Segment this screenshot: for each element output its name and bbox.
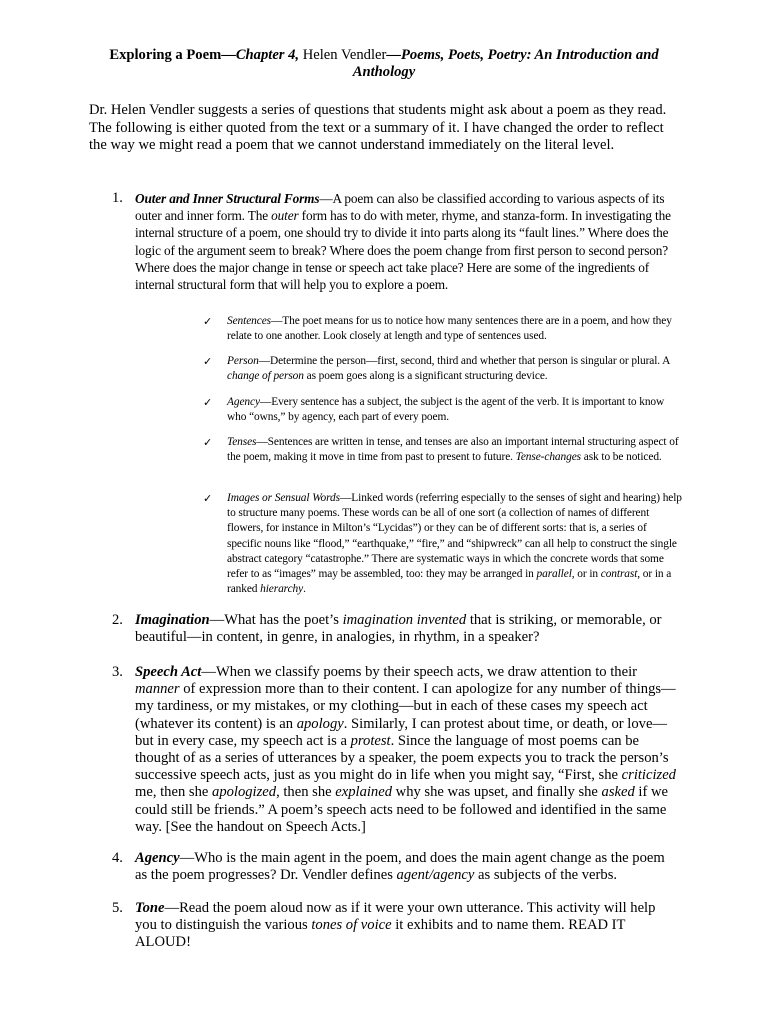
item-heading: Imagination [135, 612, 210, 628]
title-book: —Poems, Poets, Poetry: An Introduction and [386, 47, 659, 63]
item-number: 5. [112, 900, 123, 916]
checkmark-icon: ✓ [203, 315, 213, 328]
item-heading: Outer and Inner Structural Forms [135, 191, 320, 206]
item-number: 1. [112, 190, 123, 206]
intro-paragraph: Dr. Helen Vendler suggests a series of questions that students might ask about a poem as they read. The following is either quoted from the text or a summary of it. I have changed the order to reflect the way we might read a poem that we cannot understand immediately on the literal level. [89, 102, 667, 153]
title-book-line2: Anthology [352, 64, 416, 80]
item-text: Agency—Who is the main agent in the poem, and does the main agent change as the poem as the poem progresses? Dr. Vendler defines agent/agency as subjects of the verbs. [135, 850, 665, 884]
item-text: Imagination—What has the poet’s imagination invented that is striking, or memorable, or beautiful—in content, in genre, in analogies, in rhythm, in a speaker? [135, 612, 662, 646]
item-heading: Speech Act [135, 664, 202, 680]
title-part-1: Exploring a Poem— [109, 47, 236, 63]
checkmark-icon: ✓ [203, 355, 213, 368]
checkmark-icon: ✓ [203, 492, 213, 505]
checkmark-icon: ✓ [203, 436, 213, 449]
item-number: 3. [112, 664, 123, 680]
title-author: Helen Vendler [299, 47, 387, 63]
item-heading: Tone [135, 900, 165, 916]
checkmark-icon: ✓ [203, 396, 213, 409]
item-text: Tone—Read the poem aloud now as if it were your own utterance. This activity will help you to distinguish the various tones of voice it exhibits and to name them. READ IT ALOUD! [135, 900, 656, 951]
item-number: 4. [112, 850, 123, 866]
page-title [80, 47, 688, 81]
item-text: Speech Act—When we classify poems by their speech acts, we draw attention to their manner of expression more than to their content. I can apologize for any number of things—my tardiness, or my mistakes, or my clothing—but in each of these cases my speech act (whatever its content) is an apology. Similarly, I can protest about time, or death, or love—but in every case, my speech act is a protest. Since the language of most poems can be thought of as a series of utterances by a speaker, the poem expects you to track the person’s successive speech acts, just as you might do in life when you might say, “First, she criticized me, then she apologized, then she explained why she was upset, and finally she asked if we could still be friends.” A poem’s speech acts need to be followed and identified in the same way. [See the handout on Speech Acts.] [135, 664, 676, 835]
document-page: Exploring a Poem—Chapter 4, Helen Vendler—Poems, Poets, Poetry: An Introduction and Anthology Dr. Helen Vendler suggests a series of questions that students might ask about a poem as they read. The following is either quoted from the text or a summary of it. I have changed the order to reflect the way we might read a poem that we cannot understand immediately on the literal level. 1. Outer and Inner Structural Forms—A poem can also be classified according to various aspects of its outer and inner form. The outer form has to do with meter, rhyme, and stanza-form. In investigating the internal structure of a poem, one should try to divide it into parts along its “fault lines.” Where does the logic of the argument seem to break? Where does the poem change from first person to second person? Where does the major change in tense or speech act take place? Here are some of the ingredients of internal structural form that will help you to explore a poem. ✓ Sentences—The poet means for us to notice how many sentences there are in a poem, and how they relate to one another. Look closely at length and type of sentences used. ✓ Person—Determine the person—first, second, third and whether that person is singular or plural. A change of person as poem goes along is a significant structuring device. ✓ Agency—Every sentence has a subject, the subject is the agent of the verb. It is important to know who “owns,” by agency, each part of every poem. ✓ Tenses—Sentences are written in tense, and tenses are also an important internal structuring aspect of the poem, making it move in time from past to present to future. Tense-changes ask to be noticed. ✓ Images or Sensual Words—Linked words (referring especially to the senses of sight and hearing) help to structure many poems. These words can be all of one sort (a collection of names of different flowers, for instance in Milton’s “Lycidas”) or they can be of different sorts: that is, a series of specific nouns like “flood,” “earthquake,” “fire,” and “shipwreck” can all help to construct the single abstract category “catastrophe.” There are systematic ways in which the concrete words that some refer to as “images” may be assembled, too: they may be arranged in parallel, or in contrast, or in a ranked hierarchy. 2. Imagination—What has the poet’s imagination invented that is striking, or memorable, or beautiful—in content, in genre, in analogies, in rhythm, in a speaker? 3. Speech Act—When we classify poems by their speech acts, we draw attention to their manner of expression more than to their content. I can apologize for any number of things—my tardiness, or my mistakes, or my clothing—but in each of these cases my speech act (whatever its content) is an apology. Similarly, I can protest about time, or death, or love—but in every case, my speech act is a protest. Since the language of most poems can be thought of as a series of utterances by a speaker, the poem expects you to track the person’s successive speech acts, just as you might do in life when you might say, “First, she criticized me, then she apologized, then she explained why she was upset, and finally she asked if we could still be friends.” A poem’s speech acts need to be followed and identified in the same way. [See the handout on Speech Acts.] 4. Agency—Who is the main agent in the poem, and does the main agent change as the poem as the poem progresses? Dr. Vendler defines agent/agency as subjects of the verbs. 5. Tone—Read the poem aloud now as if it were your own utterance. This activity will help you to distinguish the various tones of voice it exhibits and to name them. READ IT ALOUD! [0, 0, 768, 1024]
item-text: Outer and Inner Structural Forms—A poem can also be classified according to various aspects of its outer and inner form. The outer form has to do with meter, rhyme, and stanza-form. In investigating the internal structure of a poem, one should try to divide it into parts along its “fault lines.” Where does the logic of the argument seem to break? Where does the poem change from first person to second person? Where does the major change in tense or speech act take place? Here are some of the ingredients of internal structural form that will help you to explore a poem. [135, 191, 671, 293]
item-number: 2. [112, 612, 123, 628]
item-heading: Agency [135, 850, 180, 866]
title-chapter: Chapter 4, [235, 47, 300, 63]
